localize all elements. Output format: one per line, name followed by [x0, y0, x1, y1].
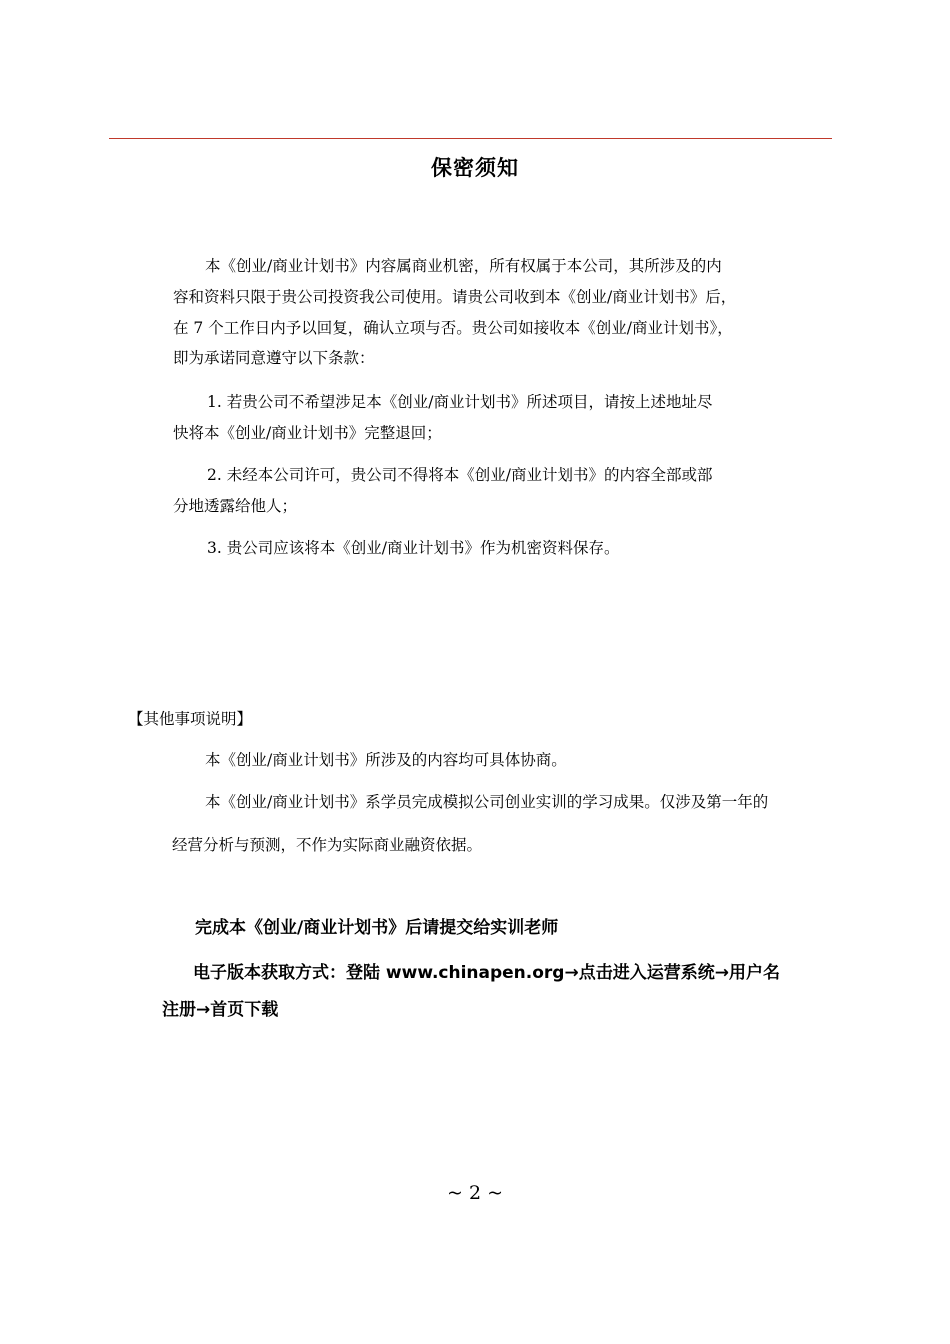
page-number: ~ 2 ~ [446, 1182, 503, 1204]
intro-line-3: 在 7 个工作日内予以回复，确认立项与否。贵公司如接收本《创业/商业计划书》， [173, 319, 733, 337]
download-line-1: 电子版本获取方式：登陆 www.chinapen.org→点击进入运营系统→用户名 [193, 963, 780, 983]
other-para-1: 本《创业/商业计划书》所涉及的内容均可具体协商。 [205, 751, 567, 769]
intro-line-2: 容和资料只限于贵公司投资我公司使用。请贵公司收到本《创业/商业计划书》后， [173, 288, 737, 306]
submit-instruction: 完成本《创业/商业计划书》后请提交给实训老师 [195, 918, 559, 938]
other-heading: 【其他事项说明】 [128, 710, 253, 728]
clause-3-line-1: 3. 贵公司应该将本《创业/商业计划书》作为机密资料保存。 [207, 539, 620, 557]
header-rule [109, 138, 832, 139]
other-para-2-line-1: 本《创业/商业计划书》系学员完成模拟公司创业实训的学习成果。仅涉及第一年的 [205, 793, 769, 811]
intro-line-1: 本《创业/商业计划书》内容属商业机密，所有权属于本公司，其所涉及的内 [205, 257, 722, 275]
intro-line-4: 即为承诺同意遵守以下条款： [173, 349, 375, 367]
clause-2-line-2: 分地透露给他人； [173, 497, 298, 515]
other-para-2-line-2: 经营分析与预测，不作为实际商业融资依据。 [172, 836, 483, 854]
clause-1-line-2: 快将本《创业/商业计划书》完整退回； [173, 424, 442, 442]
page-title: 保密须知 [431, 156, 519, 180]
download-line-2: 注册→首页下载 [162, 1000, 279, 1020]
clause-2-line-1: 2. 未经本公司许可，贵公司不得将本《创业/商业计划书》的内容全部或部 [207, 466, 713, 484]
clause-1-line-1: 1. 若贵公司不希望涉足本《创业/商业计划书》所述项目，请按上述地址尽 [207, 393, 713, 411]
